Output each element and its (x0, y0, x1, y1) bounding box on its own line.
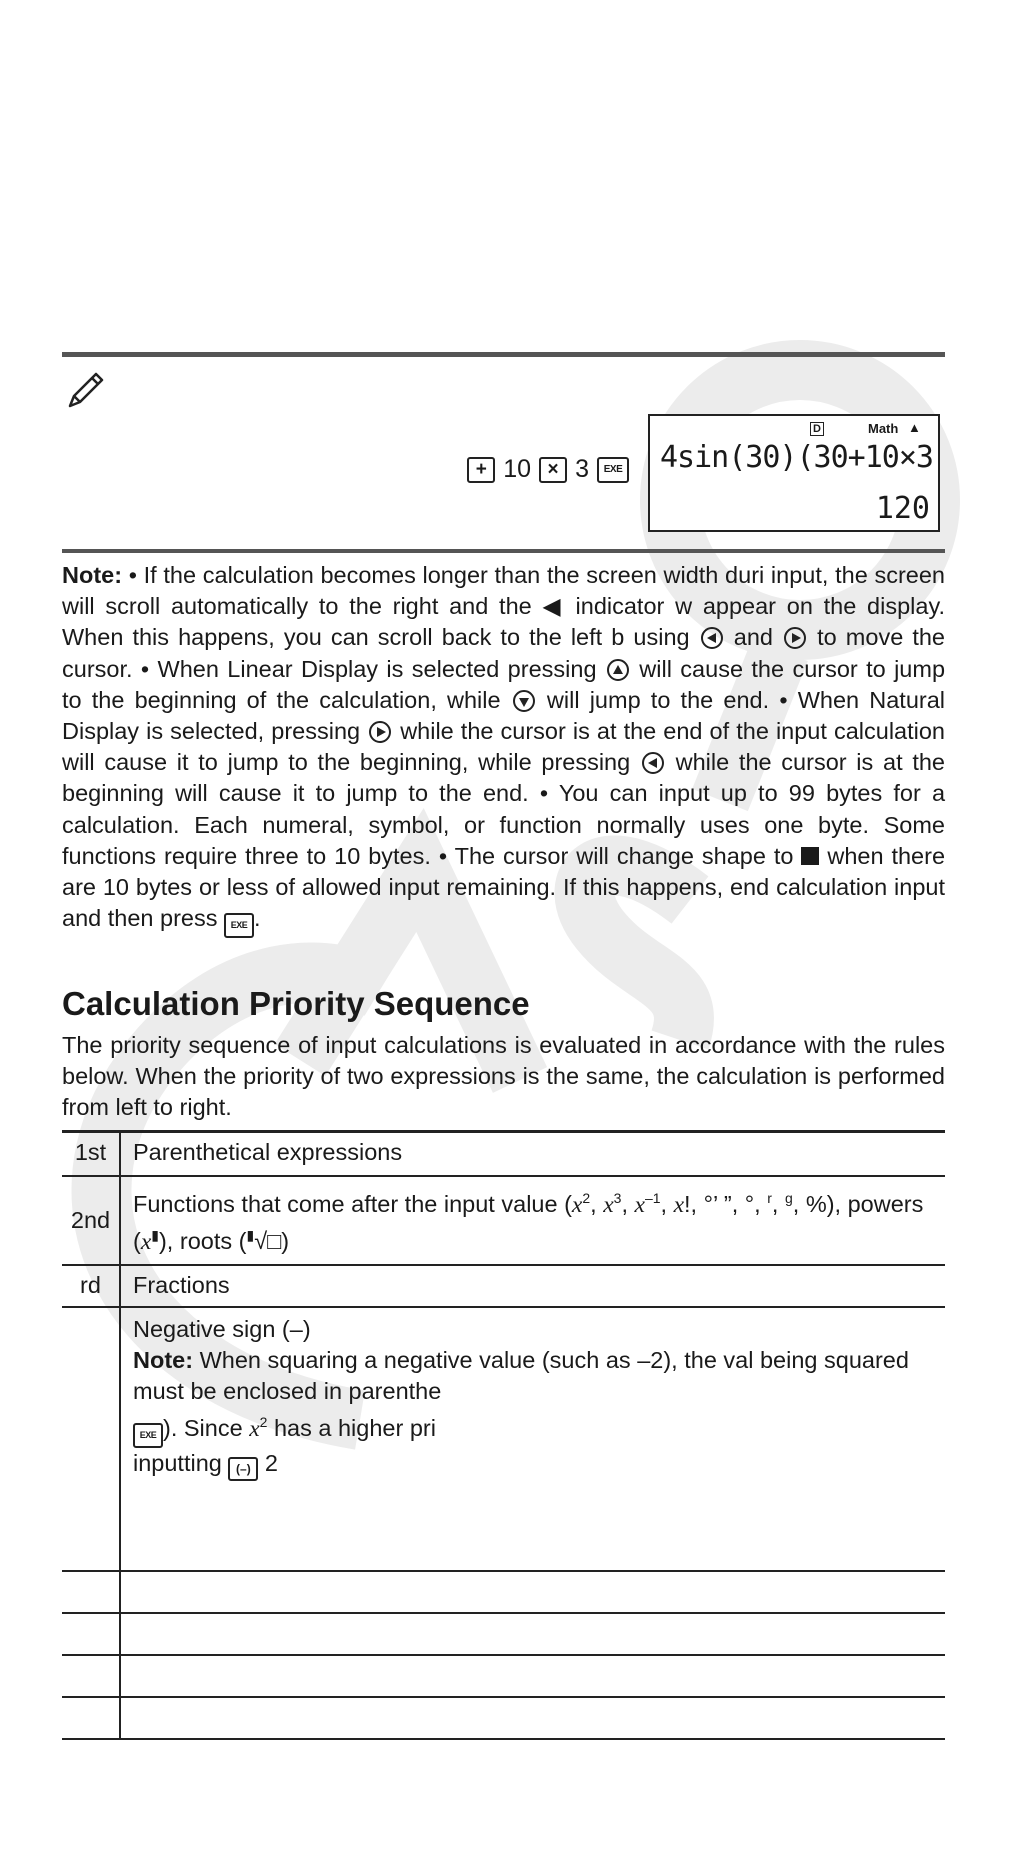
note-text: • When Natural Display is selected, pressing (62, 686, 946, 745)
description-cell (120, 1307, 945, 1571)
description-text: Negative sign (–) (133, 1316, 311, 1343)
rank-cell (62, 1655, 120, 1697)
negative-key-icon: (–) (228, 1457, 258, 1481)
note-text: and (733, 624, 773, 651)
note-label: Note: (62, 562, 123, 588)
right-key-icon (369, 721, 391, 743)
multiply-key-icon: × (539, 457, 567, 483)
exe-key-icon: EXE (224, 913, 254, 938)
description-text: %), powers ( (133, 1190, 924, 1255)
section-title: Calculation Priority Sequence (62, 985, 530, 1022)
table-row (62, 1571, 945, 1613)
exe-key-icon: EXE (597, 457, 629, 483)
description-text (133, 1448, 933, 1482)
left-key-icon (701, 627, 723, 649)
rank-cell: 2nd (62, 1176, 120, 1266)
display-result: 120 (875, 491, 930, 526)
key-sequence-number: 10 (503, 455, 532, 483)
rank-cell (62, 1697, 120, 1739)
note-text: . (254, 905, 261, 932)
bottom-rule (62, 549, 945, 553)
description-text: ). Since (163, 1414, 243, 1441)
note-paragraph (62, 560, 945, 938)
description-text: When squaring a negative value (such as –2), the val being squared must be enclosed in parenthe (133, 1347, 909, 1405)
description-text: EXE ). Since $x^2$ has a higher pri (133, 1407, 933, 1448)
note-text: • If the calculation becomes longer than the screen width duri input, the screen will scroll automatically to the right and the ◀ indicator w appear on the display. When this happens, you can scroll back to the left b using (62, 562, 945, 651)
rank-cell (62, 1571, 120, 1613)
note-text: while the cursor is at the end of the input calculation will cause it to jump to the beginning, while pressing (62, 718, 945, 776)
block-cursor-icon (801, 847, 819, 865)
description-text: ), roots ( (158, 1228, 247, 1255)
description-cell: Fractions (120, 1265, 945, 1307)
display-expression: 4sin(30)(30+10×3 (660, 440, 933, 475)
table-row (62, 1655, 945, 1697)
plus-key-icon: + (467, 457, 495, 483)
table-row (62, 1697, 945, 1739)
rank-cell: rd (62, 1265, 120, 1307)
rank-cell (62, 1613, 120, 1655)
exe-key-icon: EXE (133, 1423, 163, 1448)
math-mode-indicator: Math (868, 421, 899, 436)
rank-cell (62, 1307, 120, 1571)
note-text: • When Linear Display is selected pressing (140, 655, 597, 682)
description-text: Functions that come after the input value ( (133, 1190, 572, 1217)
table-row (62, 1132, 945, 1176)
table-row (62, 1176, 945, 1266)
note-text: while the cursor is at the beginning will cause it to jump to the end. (62, 749, 945, 807)
description-cell: Parenthetical expressions (120, 1132, 945, 1176)
up-key-icon (607, 659, 629, 681)
description-cell (120, 1697, 945, 1739)
calculator-display (648, 414, 940, 532)
note-text: when there are 10 bytes or less of allowed input remaining. If this happens, end calculation input and then press (62, 842, 946, 932)
left-key-icon (642, 752, 664, 774)
key-sequence-number: 3 (575, 455, 589, 483)
description-cell: Functions that come after the input value ($x^2$, $x^3$, $x^{-1}$, x!, °’ ”, °, $^r$, $^g$, %), powers (x▮), roots (▮√□) (120, 1176, 945, 1266)
up-arrow-indicator: ▲ (908, 420, 921, 435)
note-text: • The cursor will change shape to (438, 842, 794, 869)
pencil-icon (64, 368, 108, 412)
description-cell (120, 1613, 945, 1655)
table-row (62, 1265, 945, 1307)
right-key-icon (784, 627, 806, 649)
note-label: Note: (133, 1347, 194, 1374)
down-key-icon (513, 690, 535, 712)
description-cell (120, 1655, 945, 1697)
table-row (62, 1307, 945, 1571)
key-sequence (467, 455, 629, 484)
note-text: to move the cursor. (62, 624, 946, 682)
top-rule (62, 352, 945, 357)
description-text: 2 (264, 1449, 278, 1476)
math-symbols: x (571, 1191, 583, 1218)
description-text: inputting (133, 1449, 222, 1476)
note-text: will jump to the end. (546, 686, 770, 713)
note-text: • You can input up to 99 bytes for a calculation. Each numeral, symbol, or function normally uses one byte. Some functions require three to 10 bytes. (62, 780, 946, 869)
rank-cell: 1st (62, 1132, 120, 1176)
table-row (62, 1613, 945, 1655)
degree-indicator: D (810, 422, 824, 436)
description-text: ) (281, 1228, 290, 1255)
description-text: has a higher pri (273, 1414, 436, 1441)
section-intro: The priority sequence of input calculations is evaluated in accordance with the rules below. When the priority of two expressions is the same, the calculation is performed from left to right. (62, 1032, 945, 1121)
priority-table (62, 1130, 945, 1740)
note-text: will cause the cursor to jump to the beginning of the calculation, while (62, 655, 946, 713)
description-note (133, 1345, 933, 1407)
description-cell (120, 1571, 945, 1613)
